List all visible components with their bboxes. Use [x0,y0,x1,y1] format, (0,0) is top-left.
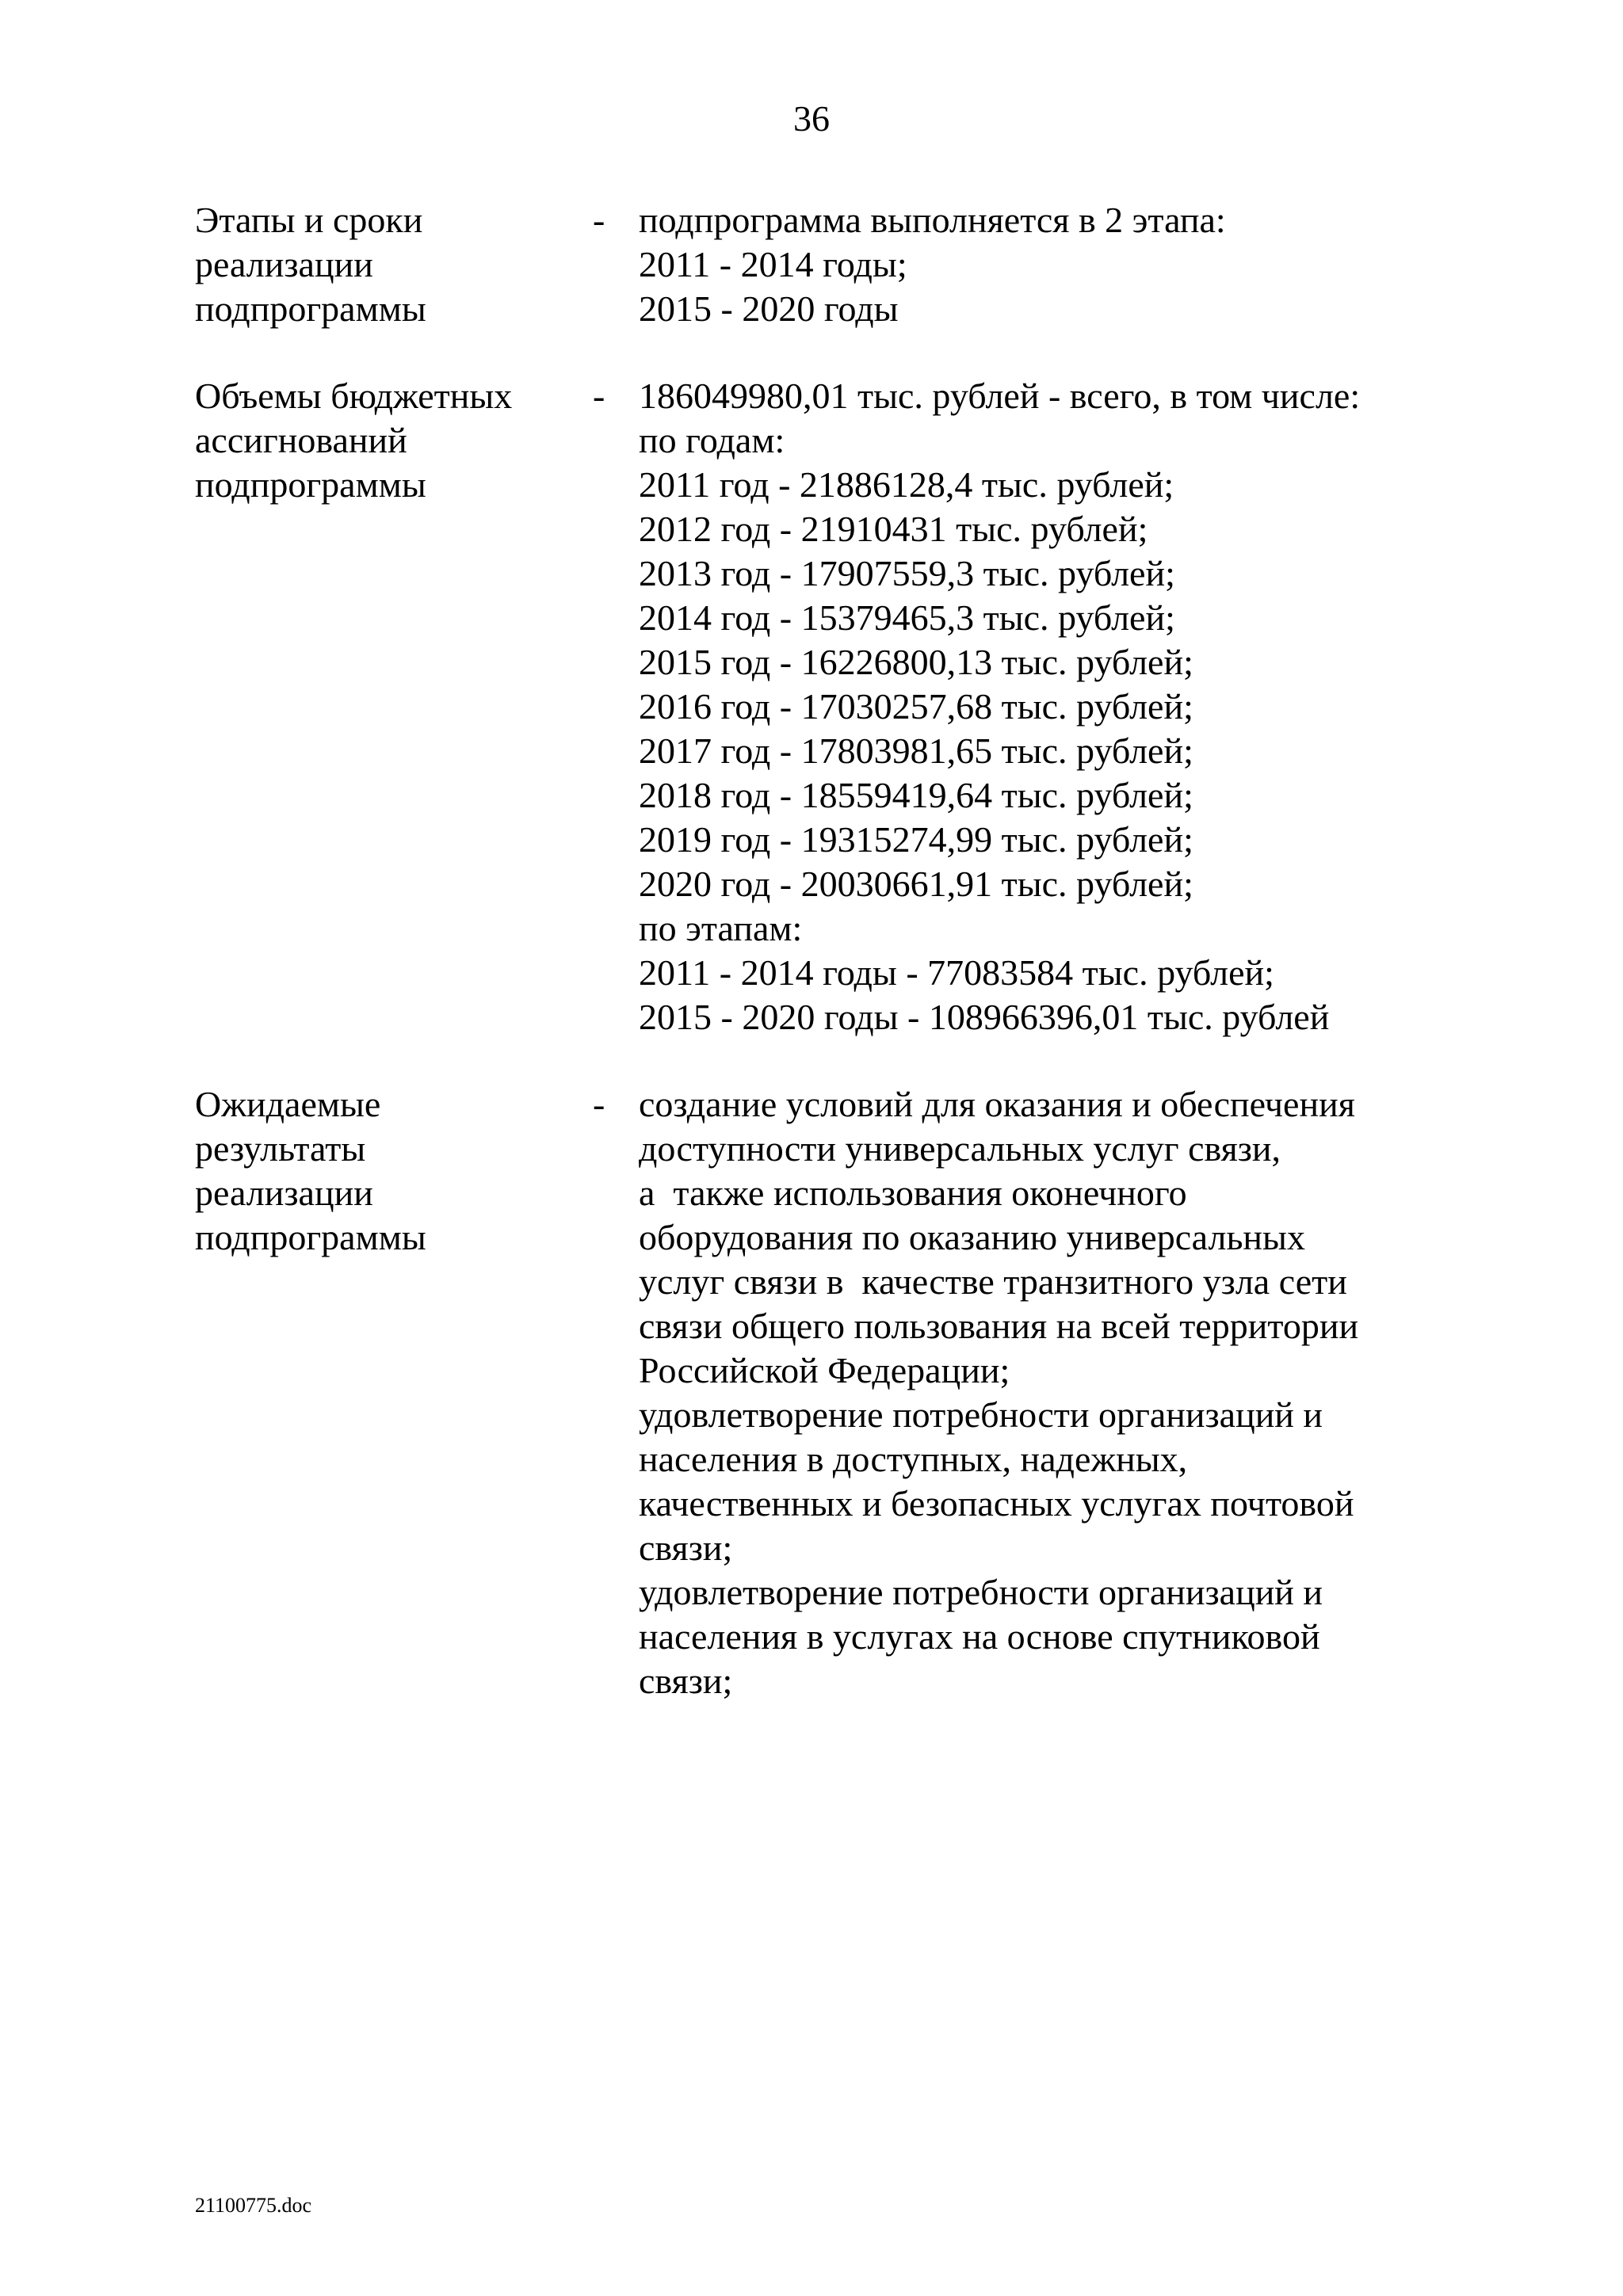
content-line: 2015 год - 16226800,13 тыс. рублей; [639,642,1193,682]
label-line: подпрограммы [195,1217,426,1257]
label-line: подпрограммы [195,464,426,505]
section-dash: - [593,376,605,416]
content-line: удовлетворение потребности организаций и [639,1572,1323,1612]
label-line: реализации [195,244,373,284]
content-line: 2015 - 2020 годы - 108966396,01 тыс. рублей [639,997,1330,1037]
section-content [639,198,1431,331]
content-line: связи общего пользования на всей территории [639,1306,1359,1346]
label-line: Ожидаемые [195,1084,381,1124]
content-line: а также использования оконечного [639,1173,1187,1213]
content-line: по этапам: [639,908,803,948]
content-line: 2012 год - 21910431 тыс. рублей; [639,509,1148,549]
content-line: доступности универсальных услуг связи, [639,1128,1281,1169]
label-line: ассигнований [195,420,407,460]
section-content [639,1082,1431,1703]
label-line: результаты [195,1128,366,1169]
content-line: 2019 год - 19315274,99 тыс. рублей; [639,819,1193,860]
content-line: 2011 год - 21886128,4 тыс. рублей; [639,464,1174,505]
section-label [195,374,575,507]
section-label [195,1082,575,1260]
content-line: 2017 год - 17803981,65 тыс. рублей; [639,730,1193,771]
content-line: населения в услугах на основе спутниковой [639,1616,1320,1657]
content-line: 2016 год - 17030257,68 тыс. рублей; [639,686,1193,727]
section-dash: - [593,1084,605,1124]
content-line: Российской Федерации; [639,1350,1010,1390]
content-line: услуг связи в качестве транзитного узла сети [639,1261,1347,1302]
content-line: по годам: [639,420,785,460]
content-line: 2015 - 2020 годы [639,288,899,329]
content-line: удовлетворение потребности организаций и [639,1394,1323,1435]
content-line: оборудования по оказанию универсальных [639,1217,1305,1257]
page-number: 36 [793,98,830,139]
content-line: населения в доступных, надежных, [639,1439,1188,1479]
content-line: 2011 - 2014 годы; [639,244,907,284]
content-line: качественных и безопасных услугах почтовой [639,1483,1354,1524]
label-line: подпрограммы [195,288,426,329]
label-line: реализации [195,1173,373,1213]
content-line: подпрограмма выполняется в 2 этапа: [639,200,1226,240]
content-line: связи; [639,1527,733,1568]
document-filename: 21100775.doc [195,2194,312,2217]
content-line: 2018 год - 18559419,64 тыс. рублей; [639,775,1193,815]
label-line: Объемы бюджетных [195,376,513,416]
section-label [195,198,575,331]
section-dash: - [593,200,605,240]
label-line: Этапы и сроки [195,200,423,240]
content-line: 186049980,01 тыс. рублей - всего, в том числе: [639,376,1361,416]
content-line: связи; [639,1661,733,1701]
content-line: 2011 - 2014 годы - 77083584 тыс. рублей; [639,952,1274,993]
section-content [639,374,1431,1039]
content-line: 2020 год - 20030661,91 тыс. рублей; [639,864,1193,904]
content-line: создание условий для оказания и обеспечения [639,1084,1355,1124]
content-line: 2014 год - 15379465,3 тыс. рублей; [639,597,1175,638]
content-line: 2013 год - 17907559,3 тыс. рублей; [639,553,1175,593]
